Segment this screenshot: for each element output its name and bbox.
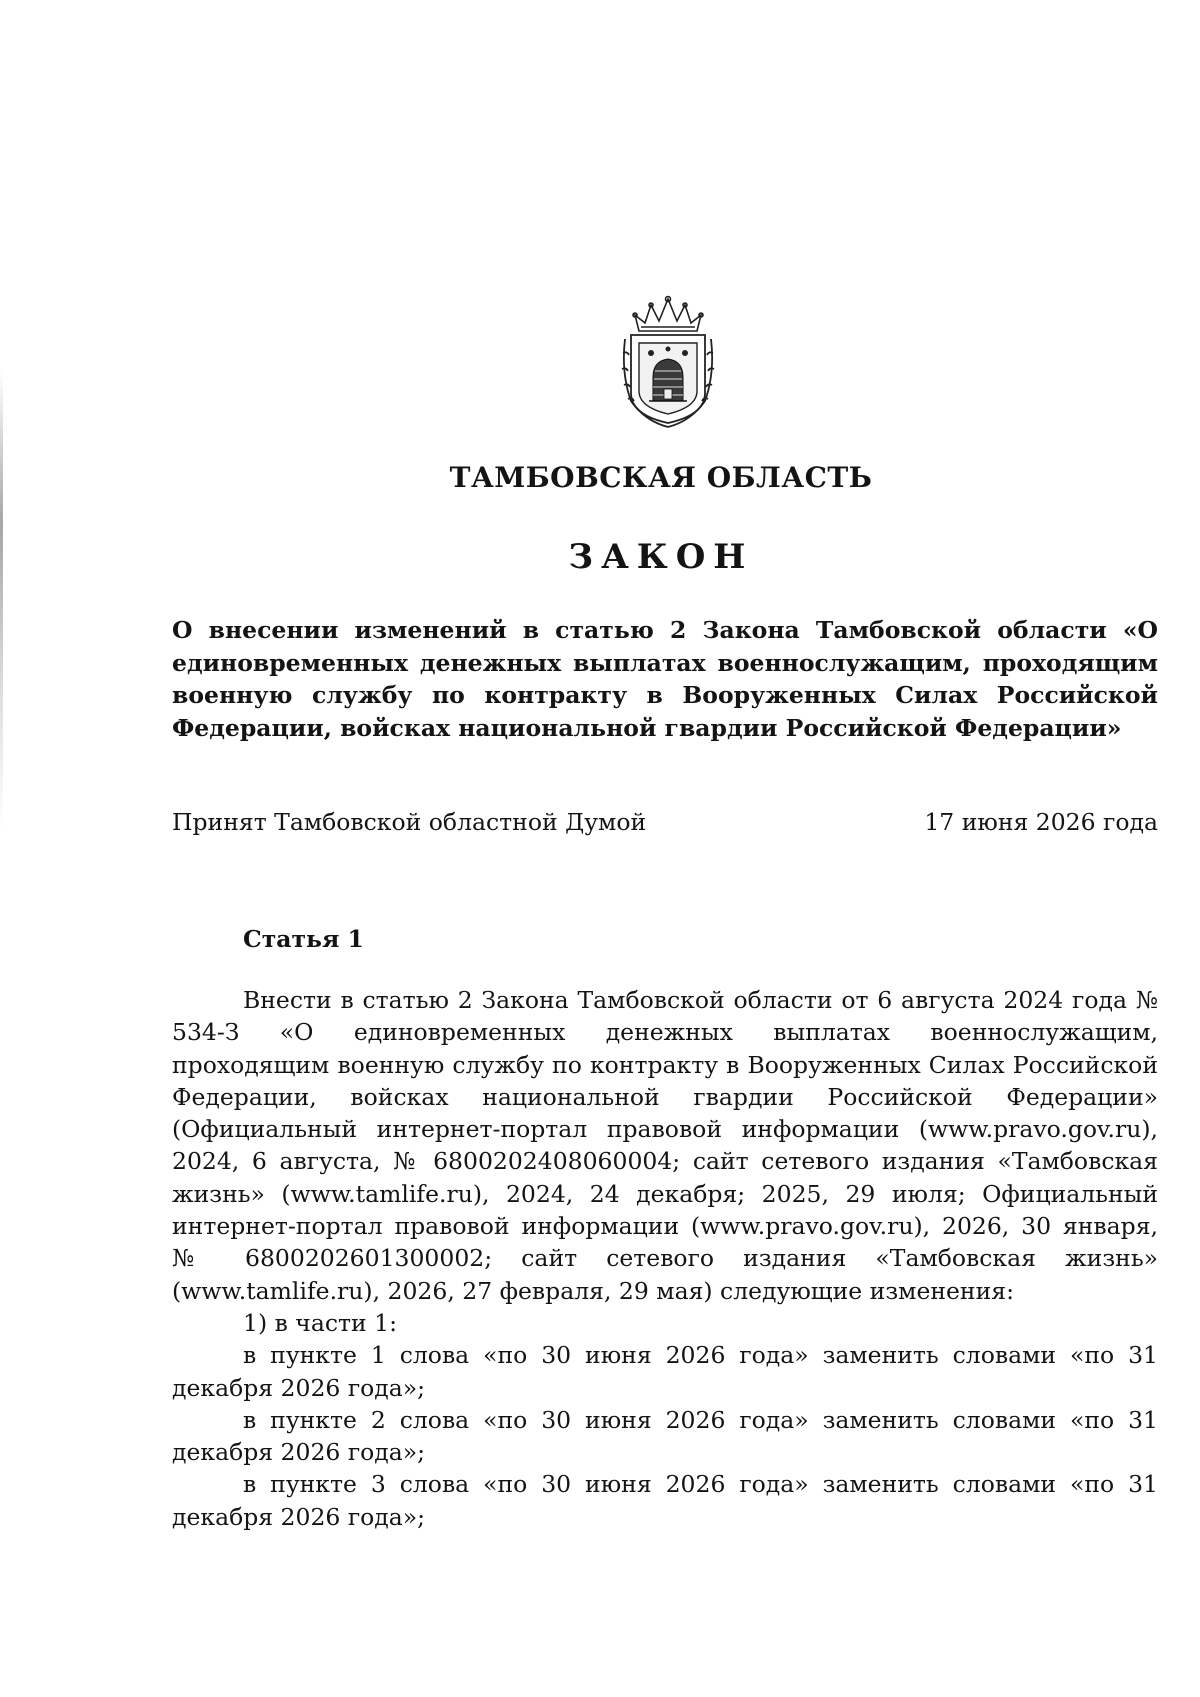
article-1-body [172, 984, 1158, 1533]
article-1-item: в пункте 1 слова «по 30 июня 2026 года» заменить словами «по 31 декабря 2026 года»; [172, 1341, 1158, 1402]
law-subject-heading: О внесении изменений в статью 2 Закона Тамбовской области «О единовременных денежных выплатах военнослужащим, проходящим военную службу по контракту в Вооруженных Силах Российской Федерации, войсках национальной гвардии Российской Федерации» [172, 616, 1158, 742]
adoption-line [172, 808, 1158, 836]
law-title: ЗАКОН [568, 537, 754, 577]
adoption-date: 17 июня 2026 года [924, 808, 1158, 836]
article-1-item: в пункте 2 слова «по 30 июня 2026 года» заменить словами «по 31 декабря 2026 года»; [172, 1405, 1158, 1467]
adoption-text: Принят Тамбовской областной Думой [172, 808, 647, 836]
article-1-heading: Статья 1 [243, 925, 364, 953]
tambov-region-coat-of-arms-icon [617, 293, 719, 429]
article-1-intro-paragraph: Внести в статью 2 Закона Тамбовской области от 6 августа 2024 года № 534-З «О единовременных денежных выплатах военнослужащим, проходящим военную службу по контракту в Вооруженных Силах Российской Федерации, войсках национальной гвардии Российской Федерации» (Официальный интернет-портал правовой информации (www.pravo.gov.ru), 2024, 6 августа, № 6800202408060004; сайт сетевого издания «Тамбовская жизнь» (www.tamlife.ru), 2024, 24 декабря; 2025, 29 июля; Официальный интернет-портал правовой информации (www.pravo.gov.ru), 2026, 30 января, № 6800202601300002; сайт сетевого издания «Тамбовская жизнь» (www.tamlife.ru), 2026, 27 февраля, 29 мая) следующие изменения: [172, 986, 1158, 1305]
article-1-part-label: 1) в части 1: [243, 1308, 398, 1337]
scan-edge-shadow [0, 370, 3, 830]
article-1-item: в пункте 3 слова «по 30 июня 2026 года» заменить словами «по 31 декабря 2026 года»; [172, 1470, 1158, 1531]
region-title: ТАМБОВСКАЯ ОБЛАСТЬ [449, 461, 873, 494]
